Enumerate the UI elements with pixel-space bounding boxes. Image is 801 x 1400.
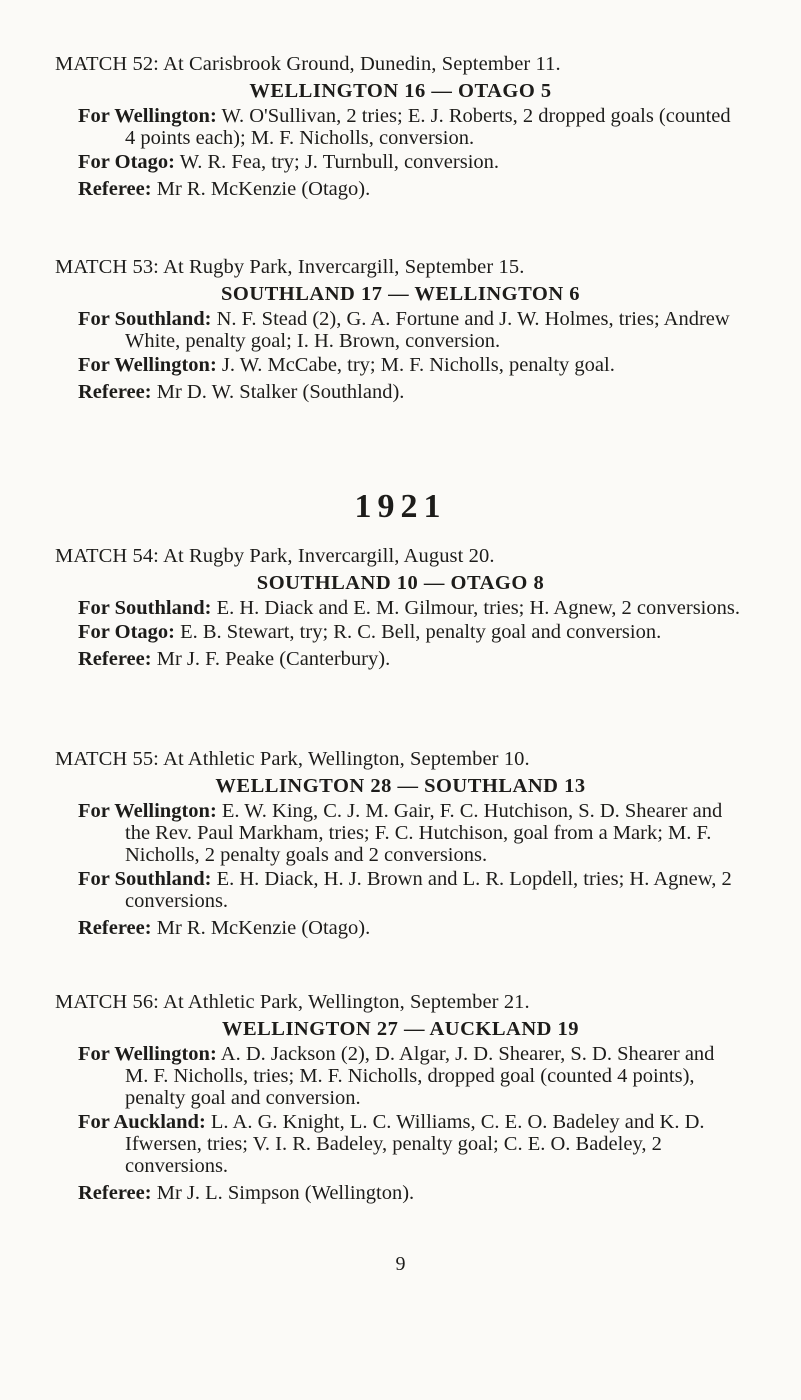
scorers-text: W. R. Fea, try; J. Turnbull, conversion. [179, 151, 500, 173]
scorers-entry [78, 308, 741, 352]
page-number: 9 [395, 1253, 406, 1275]
match-result: SOUTHLAND 17 — WELLINGTON 6 [220, 283, 581, 305]
match-heading: MATCH 53: At Rugby Park, Invercargill, September 15. [55, 256, 525, 278]
referee-label: Referee: [78, 1182, 152, 1204]
year-heading: 1921 [354, 488, 447, 525]
match-result: WELLINGTON 27 — AUCKLAND 19 [221, 1018, 580, 1040]
match-block-55 [0, 747, 801, 940]
match-block-53 [0, 255, 801, 404]
team-label: For Southland: [78, 308, 212, 330]
match-heading: MATCH 54: At Rugby Park, Invercargill, August 20. [55, 545, 495, 567]
team-label: For Southland: [78, 597, 212, 619]
referee-label: Referee: [78, 648, 152, 670]
scorers-text: W. O'Sullivan, 2 tries; E. J. Roberts, 2 dropped goals (counted 4 points each); M. F. Nicholls, conversion. [125, 105, 731, 149]
referee-name: Mr J. F. Peake (Canterbury). [156, 648, 391, 670]
scorers-text: L. A. G. Knight, L. C. Williams, C. E. O. Badeley and K. D. Ifwersen, tries; V. I. R. Badeley, penalty goal; C. E. O. Badeley, 2 conversions. [125, 1111, 705, 1177]
match-result: SOUTHLAND 10 — OTAGO 8 [256, 572, 545, 594]
team-label: For Southland: [78, 868, 212, 890]
scorers-entry [78, 621, 741, 643]
referee-line [78, 647, 801, 671]
match-heading: MATCH 55: At Athletic Park, Wellington, September 10. [55, 748, 530, 770]
scorers-entry [78, 151, 741, 173]
scorers-entry [78, 105, 741, 149]
match-block-52 [0, 52, 801, 201]
referee-name: Mr R. McKenzie (Otago). [156, 178, 371, 200]
team-label: For Wellington: [78, 1043, 217, 1065]
match-block-54 [0, 544, 801, 671]
scorers-text: A. D. Jackson (2), D. Algar, J. D. Shearer, S. D. Shearer and M. F. Nicholls, tries; M. F. Nicholls, dropped goal (counted 4 points), penalty goal and conversion. [125, 1043, 715, 1109]
referee-line [78, 1181, 801, 1205]
referee-label: Referee: [78, 917, 152, 939]
scorers-entry [78, 1043, 741, 1109]
referee-name: Mr D. W. Stalker (Southland). [156, 381, 405, 403]
match-heading: MATCH 52: At Carisbrook Ground, Dunedin, September 11. [55, 53, 561, 75]
scorers-entry [78, 868, 741, 912]
scorers-text: E. B. Stewart, try; R. C. Bell, penalty goal and conversion. [180, 621, 662, 643]
team-label: For Otago: [78, 621, 175, 643]
scorers-text: N. F. Stead (2), G. A. Fortune and J. W. Holmes, tries; Andrew White, penalty goal; I. H. Brown, conversion. [125, 308, 730, 352]
scorers-text: E. W. King, C. J. M. Gair, F. C. Hutchison, S. D. Shearer and the Rev. Paul Markham, tries; F. C. Hutchison, goal from a Mark; M. F. Nicholls, 2 penalty goals and 2 conversions. [125, 800, 723, 866]
scorers-entry [78, 597, 741, 619]
scorers-text: E. H. Diack and E. M. Gilmour, tries; H. Agnew, 2 conversions. [216, 597, 740, 619]
scorers-text: E. H. Diack, H. J. Brown and L. R. Lopdell, tries; H. Agnew, 2 conversions. [125, 868, 732, 912]
team-label: For Wellington: [78, 105, 217, 127]
match-result: WELLINGTON 28 — SOUTHLAND 13 [215, 775, 586, 797]
scorers-text: J. W. McCabe, try; M. F. Nicholls, penalty goal. [221, 354, 615, 376]
referee-name: Mr J. L. Simpson (Wellington). [156, 1182, 415, 1204]
team-label: For Wellington: [78, 354, 217, 376]
match-heading: MATCH 56: At Athletic Park, Wellington, September 21. [55, 991, 530, 1013]
team-label: For Wellington: [78, 800, 217, 822]
referee-line [78, 916, 801, 940]
referee-name: Mr R. McKenzie (Otago). [156, 917, 371, 939]
team-label: For Otago: [78, 151, 175, 173]
match-result: WELLINGTON 16 — OTAGO 5 [249, 80, 552, 102]
scorers-entry [78, 354, 741, 376]
team-label: For Auckland: [78, 1111, 206, 1133]
scorers-entry [78, 800, 741, 866]
referee-line [78, 380, 801, 404]
referee-label: Referee: [78, 178, 152, 200]
scorers-entry [78, 1111, 741, 1177]
referee-label: Referee: [78, 381, 152, 403]
match-block-56 [0, 990, 801, 1205]
referee-line [78, 177, 801, 201]
